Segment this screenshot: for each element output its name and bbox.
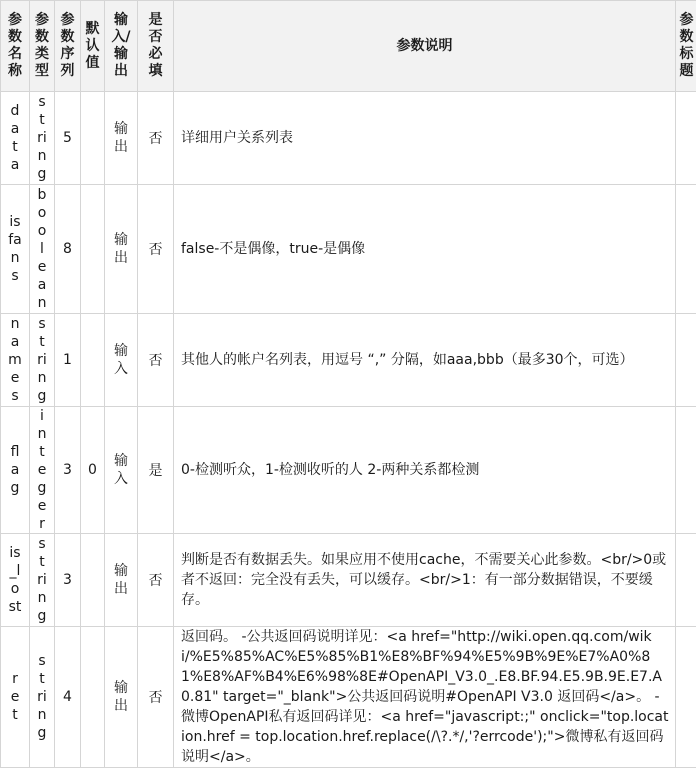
table-row	[1, 534, 696, 627]
param-desc: 返回码。 -公共返回码说明详见：<a href="http://wiki.open.qq.com/wiki/%E5%85%AC%E5%85%B1%E8%BF%94%E5%9B%9E%E7%A0%81%E8%AF%B4%E6%98%8E#OpenAPI_V3.0_.E8.BF.94.E5.9B.9E.E7.A0.81" target="_blank">公共返回码说明#OpenAPI V3.0 返回码</a>。 -微博OpenAPI私有返回码详见：<a href="javascript:;" onclick="top.location.href = top.location.href.replace(/\?.*/,'?errcode');">微博私有返回码说明</a>。	[174, 627, 676, 768]
table-row	[1, 407, 696, 534]
header-desc: 参数说明	[174, 1, 676, 92]
param-title	[676, 314, 696, 407]
param-io: 输入	[105, 314, 138, 407]
param-title	[676, 627, 696, 768]
param-default	[81, 534, 105, 627]
header-default: 默认值	[81, 1, 105, 92]
header-title: 参数标题	[676, 1, 696, 92]
param-title	[676, 534, 696, 627]
param-required: 否	[138, 185, 174, 314]
header-seq: 参数序列	[55, 1, 81, 92]
param-io: 输出	[105, 534, 138, 627]
param-type: string	[30, 314, 55, 407]
param-desc: 其他人的帐户名列表，用逗号 “,” 分隔，如aaa,bbb（最多30个，可选）	[174, 314, 676, 407]
param-name: names	[1, 314, 30, 407]
param-name: isfans	[1, 185, 30, 314]
table-row	[1, 314, 696, 407]
param-required: 是	[138, 407, 174, 534]
param-name: ret	[1, 627, 30, 768]
table-row	[1, 185, 696, 314]
param-type: integer	[30, 407, 55, 534]
param-seq: 5	[55, 92, 81, 185]
param-type: string	[30, 92, 55, 185]
param-default	[81, 314, 105, 407]
param-seq: 4	[55, 627, 81, 768]
param-default	[81, 627, 105, 768]
param-required: 否	[138, 92, 174, 185]
header-required: 是否必填	[138, 1, 174, 92]
header-io: 输入/输出	[105, 1, 138, 92]
param-type: boolean	[30, 185, 55, 314]
param-desc: 0-检测听众，1-检测收听的人 2-两种关系都检测	[174, 407, 676, 534]
param-required: 否	[138, 314, 174, 407]
param-seq: 3	[55, 407, 81, 534]
param-name: data	[1, 92, 30, 185]
param-name: flag	[1, 407, 30, 534]
param-seq: 3	[55, 534, 81, 627]
param-title	[676, 92, 696, 185]
param-io: 输出	[105, 627, 138, 768]
param-title	[676, 407, 696, 534]
param-default	[81, 185, 105, 314]
param-seq: 8	[55, 185, 81, 314]
param-default: 0	[81, 407, 105, 534]
header-type: 参数类型	[30, 1, 55, 92]
param-title	[676, 185, 696, 314]
param-default	[81, 92, 105, 185]
param-name: is_lost	[1, 534, 30, 627]
param-io: 输出	[105, 185, 138, 314]
table-row	[1, 92, 696, 185]
param-seq: 1	[55, 314, 81, 407]
param-type: string	[30, 627, 55, 768]
param-io: 输出	[105, 92, 138, 185]
header-row	[1, 1, 696, 92]
header-name: 参数名称	[1, 1, 30, 92]
param-required: 否	[138, 534, 174, 627]
param-type: string	[30, 534, 55, 627]
param-io: 输入	[105, 407, 138, 534]
table-row	[1, 627, 696, 768]
param-desc: 判断是否有数据丢失。如果应用不使用cache，不需要关心此参数。<br/>0或者不返回：完全没有丢失，可以缓存。<br/>1：有一部分数据错误，不要缓存。	[174, 534, 676, 627]
param-desc: false-不是偶像，true-是偶像	[174, 185, 676, 314]
param-required: 否	[138, 627, 174, 768]
param-desc: 详细用户关系列表	[174, 92, 676, 185]
